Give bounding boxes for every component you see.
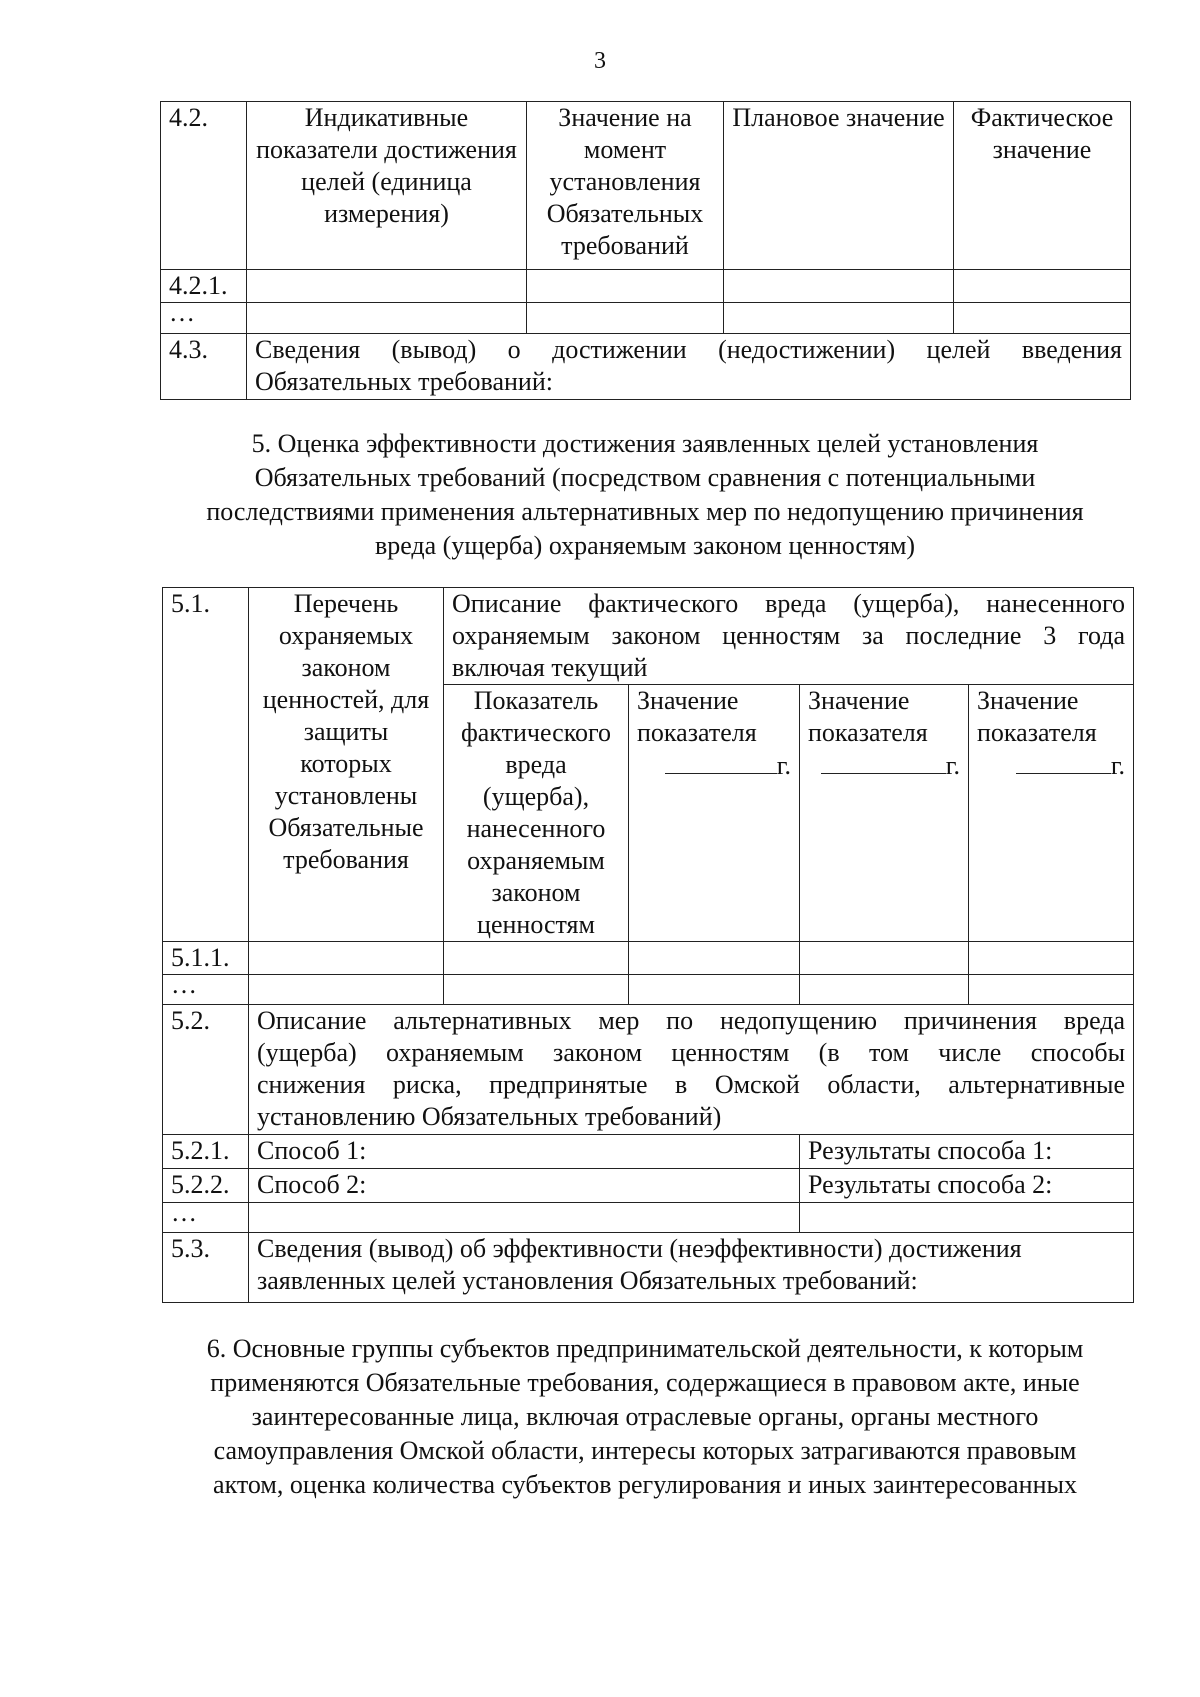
year-blank (1016, 749, 1111, 774)
indicators-header: Индикативные показатели достижения целей (единица измерения) (247, 102, 527, 270)
conclusion-cell (247, 334, 1131, 400)
conclusion-line: заявленных целей установления Обязательных требований: (257, 1266, 918, 1295)
method-result-cell: Результаты способа 1: (800, 1135, 1134, 1169)
table-row-ellipsis (161, 303, 1131, 334)
table-cell (969, 942, 1134, 975)
table-cell (724, 270, 954, 303)
conclusion-line: Сведения (вывод) об эффективности (неэффективности) достижения (257, 1234, 1022, 1263)
indicator-value-year-2 (800, 685, 969, 942)
value-label: Значение показателя (637, 686, 757, 747)
description-line: Описание фактического вреда (ущерба), нанесенного (452, 589, 1126, 618)
alternative-measures-description (249, 1005, 1134, 1135)
heading-line: 6. Основные группы субъектов предпринимательской деятельности, к которым (206, 1334, 1084, 1363)
row-number: 4.3. (161, 334, 247, 400)
value-label: Значение показателя (977, 686, 1097, 747)
year-suffix: г. (776, 751, 791, 780)
method-cell: Способ 1: (249, 1135, 800, 1169)
year-suffix: г. (945, 751, 960, 780)
heading-line: самоуправления Омской области, интересы которых затрагиваются правовым (213, 1436, 1077, 1465)
table-cell (527, 270, 724, 303)
row-number: … (163, 975, 249, 1005)
description-line: установлению Обязательных требований) (257, 1102, 722, 1131)
table-cell (249, 1203, 800, 1233)
table-cell (527, 303, 724, 334)
table-row-4-3 (161, 334, 1131, 400)
row-number: 5.1. (163, 588, 249, 942)
table-cell (954, 270, 1131, 303)
actual-harm-description (444, 588, 1134, 685)
table-cell (444, 975, 629, 1005)
actual-value-header: Фактическое значение (954, 102, 1131, 270)
harm-indicator-header: Показатель фактического вреда (ущерба), нанесенного охраняемым законом ценностям (444, 685, 629, 942)
description-line: включая текущий (452, 653, 648, 682)
protected-values-list-header: Перечень охраняемых законом ценностей, для защиты которых установлены Обязательные требования (249, 588, 444, 942)
heading-line: актом, оценка количества субъектов регулирования и иных заинтересованных (213, 1470, 1077, 1499)
row-number: 5.2. (163, 1005, 249, 1135)
row-number: 5.2.2. (163, 1169, 249, 1203)
section-6-heading (150, 1332, 1140, 1502)
table-cell (249, 975, 444, 1005)
description-line: (ущерба) охраняемым законом ценностям (в том числе способы (257, 1038, 1126, 1067)
conclusion-line: Обязательных требований: (255, 367, 553, 396)
heading-line: вреда (ущерба) охраняемым законом ценностям) (374, 531, 916, 560)
table-section-4 (160, 101, 1131, 400)
table-row-ellipsis (163, 1203, 1134, 1233)
table-row-4-2 (161, 102, 1131, 270)
table-row-5-3 (163, 1233, 1134, 1303)
table-cell (954, 303, 1131, 334)
row-number: 5.2.1. (163, 1135, 249, 1169)
row-number: 5.1.1. (163, 942, 249, 975)
row-number: … (163, 1203, 249, 1233)
year-suffix: г. (1110, 751, 1126, 780)
row-number: 4.2.1. (161, 270, 247, 303)
table-cell (800, 975, 969, 1005)
table-cell (247, 303, 527, 334)
heading-line: последствиями применения альтернативных мер по недопущению причинения (206, 497, 1084, 526)
table-cell (444, 942, 629, 975)
table-cell (629, 942, 800, 975)
table-cell (724, 303, 954, 334)
efficiency-conclusion-cell (249, 1233, 1134, 1303)
table-row-5-2-2 (163, 1169, 1134, 1203)
table-section-5 (162, 587, 1134, 1303)
heading-line: применяются Обязательные требования, содержащиеся в правовом акте, иные (210, 1368, 1080, 1397)
table-row-5-2 (163, 1005, 1134, 1135)
heading-line: Обязательных требований (посредством сравнения с потенциальными (254, 463, 1036, 492)
indicator-value-year-1 (629, 685, 800, 942)
table-cell (249, 942, 444, 975)
table-cell (800, 942, 969, 975)
heading-line: 5. Оценка эффективности достижения заявленных целей установления (251, 429, 1039, 458)
description-line: Описание альтернативных мер по недопущению причинения вреда (257, 1006, 1126, 1035)
method-result-cell: Результаты способа 2: (800, 1169, 1134, 1203)
table-cell (247, 270, 527, 303)
table-cell (800, 1203, 1134, 1233)
table-row-5-1-1 (163, 942, 1134, 975)
method-cell: Способ 2: (249, 1169, 800, 1203)
conclusion-line: Сведения (вывод) о достижении (недостижении) целей введения (255, 335, 1122, 364)
section-5-heading (150, 427, 1140, 563)
year-blank (821, 749, 946, 774)
indicator-value-year-3 (969, 685, 1134, 942)
table-cell (629, 975, 800, 1005)
table-row-5-1 (163, 588, 1134, 685)
table-row-ellipsis (163, 975, 1134, 1005)
planned-value-header: Плановое значение (724, 102, 954, 270)
initial-value-header: Значение на момент установления Обязательных требований (527, 102, 724, 270)
row-number: 5.3. (163, 1233, 249, 1303)
table-row-5-2-1 (163, 1135, 1134, 1169)
row-number: … (161, 303, 247, 334)
description-line: охраняемым законом ценностям за последние 3 года (452, 621, 1126, 650)
table-cell (969, 975, 1134, 1005)
year-blank (665, 749, 777, 774)
description-line: снижения риска, предпринятые в Омской области, альтернативные (257, 1070, 1126, 1099)
value-label: Значение показателя (808, 686, 928, 747)
row-number: 4.2. (161, 102, 247, 270)
heading-line: заинтересованные лица, включая отраслевые органы, органы местного (251, 1402, 1039, 1431)
table-row-4-2-1 (161, 270, 1131, 303)
page-number: 3 (594, 48, 606, 74)
